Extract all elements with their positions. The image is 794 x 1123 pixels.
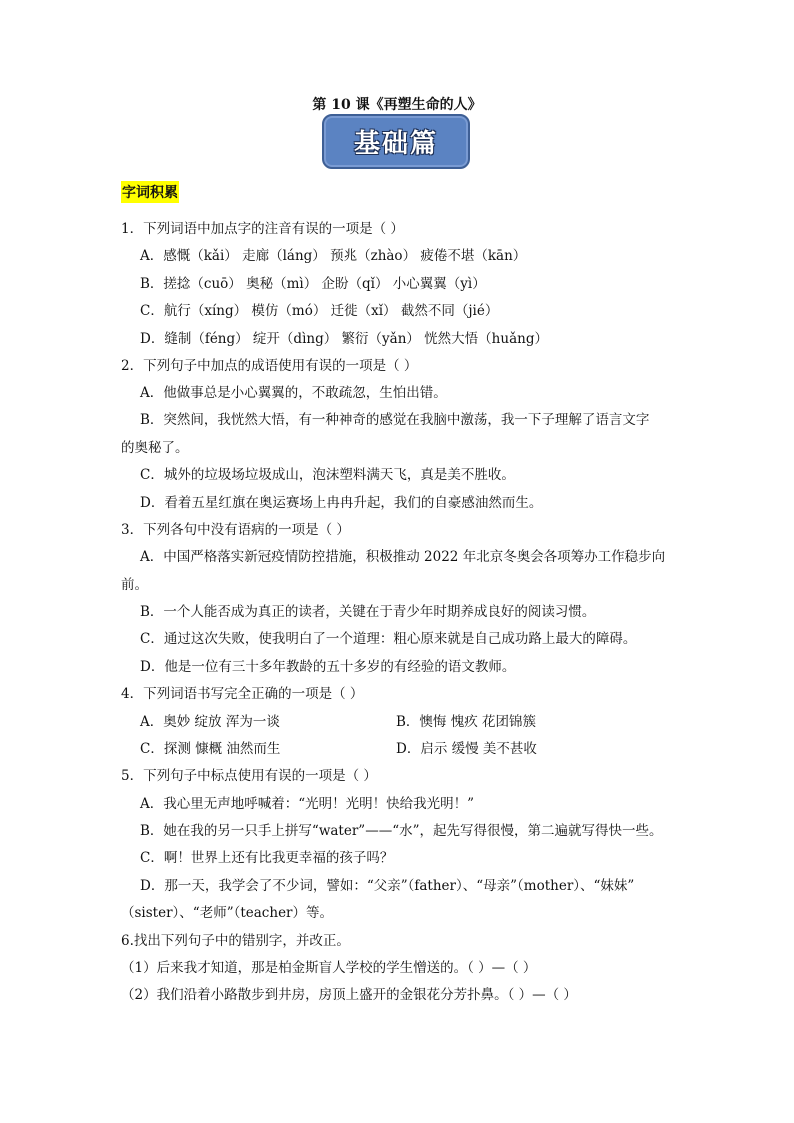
question-2-stem: 2．下列句子中加点的成语使用有误的一项是（ ） [121, 358, 418, 374]
question-4-option-c: C．探测 慷概 油然而生 [140, 741, 281, 757]
question-3-option-c: C．通过这次失败，使我明白了一个道理：粗心原来就是自己成功路上最大的障碍。 [140, 631, 637, 647]
banner-label: 基础篇 [353, 129, 438, 159]
question-6-stem: 6.找出下列句子中的错别字，并改正。 [121, 933, 350, 949]
question-3-stem: 3．下列各句中没有语病的一项是（ ） [121, 522, 350, 538]
question-2-option-b: B．突然间，我恍然大悟，有一种神奇的感觉在我脑中激荡，我一下子理解了语言文字 [140, 412, 650, 428]
question-3-option-a: A．中国严格落实新冠疫情防控措施，积极推动 2022 年北京冬奥会各项筹办工作稳步向 [140, 549, 666, 565]
question-3-option-a-continued: 前。 [121, 577, 148, 593]
lesson-title: 第 10 课《再塑生命的人》 [312, 97, 482, 113]
question-5-option-c: C．啊！世界上还有比我更幸福的孩子吗？ [140, 850, 394, 866]
question-2-option-d: D．看着五星红旗在奥运赛场上冉冉升起，我们的自豪感油然而生。 [140, 495, 543, 511]
section-heading: 字词积累 [121, 181, 179, 203]
question-6-item-1: （1）后来我才知道，那是柏金斯盲人学校的学生憎送的。（ ）—（ ） [121, 960, 537, 976]
question-2-option-b-continued: 的奥秘了。 [121, 440, 189, 456]
question-3-option-d: D．他是一位有三十多年教龄的五十多岁的有经验的语文教师。 [140, 659, 516, 675]
question-2-option-c: C．城外的垃圾场垃圾成山，泡沫塑料满天飞，真是美不胜收。 [140, 467, 515, 483]
question-1-stem: 1．下列词语中加点字的注音有误的一项是（ ） [121, 221, 404, 237]
question-1-option-b: B．搓捻（cuō） 奥秘（mì） 企盼（qǐ） 小心翼翼（yì） [140, 276, 486, 292]
question-3-option-b: B．一个人能否成为真正的读者，关键在于青少年时期养成良好的阅读习惯。 [140, 604, 596, 620]
question-4-option-a: A．奥妙 绽放 浑为一谈 [140, 714, 280, 730]
question-4-option-b: B．懊悔 愧疚 花团锦簇 [396, 714, 537, 730]
question-1-option-c: C．航行（xíng） 模仿（mó） 迁徙（xǐ） 截然不同（jié） [140, 303, 499, 319]
question-5-option-a: A．我心里无声地呼喊着：“光明！光明！快给我光明！” [140, 796, 475, 812]
question-5-option-d: D．那一天，我学会了不少词，譬如：“父亲”（father）、“母亲”（mother）、“妹妹” [140, 878, 635, 894]
question-4-option-d: D．启示 缓慢 美不甚收 [396, 741, 537, 757]
question-2-option-a: A．他做事总是小心翼翼的，不敢疏忽，生怕出错。 [140, 385, 447, 401]
question-1-option-d: D．缝制（féng） 绽开（dìng） 繁衍（yǎn） 恍然大悟（huǎng） [140, 331, 548, 347]
section-banner [322, 114, 470, 169]
question-5-stem: 5．下列句子中标点使用有误的一项是（ ） [121, 768, 377, 784]
question-4-stem: 4．下列词语书写完全正确的一项是（ ） [121, 686, 364, 702]
question-5-option-d-continued: （sister）、“老师”（teacher）等。 [121, 905, 334, 921]
question-6-item-2: （2）我们沿着小路散步到井房，房顶上盛开的金银花分芳扑鼻。（ ）—（ ） [121, 987, 577, 1003]
question-5-option-b: B．她在我的另一只手上拼写“water”——“水”，起先写得很慢，第二遍就写得快一些。 [140, 823, 663, 839]
question-1-option-a: A．感慨（kǎi） 走廊（láng） 预兆（zhào） 疲倦不堪（kān） [140, 248, 527, 264]
